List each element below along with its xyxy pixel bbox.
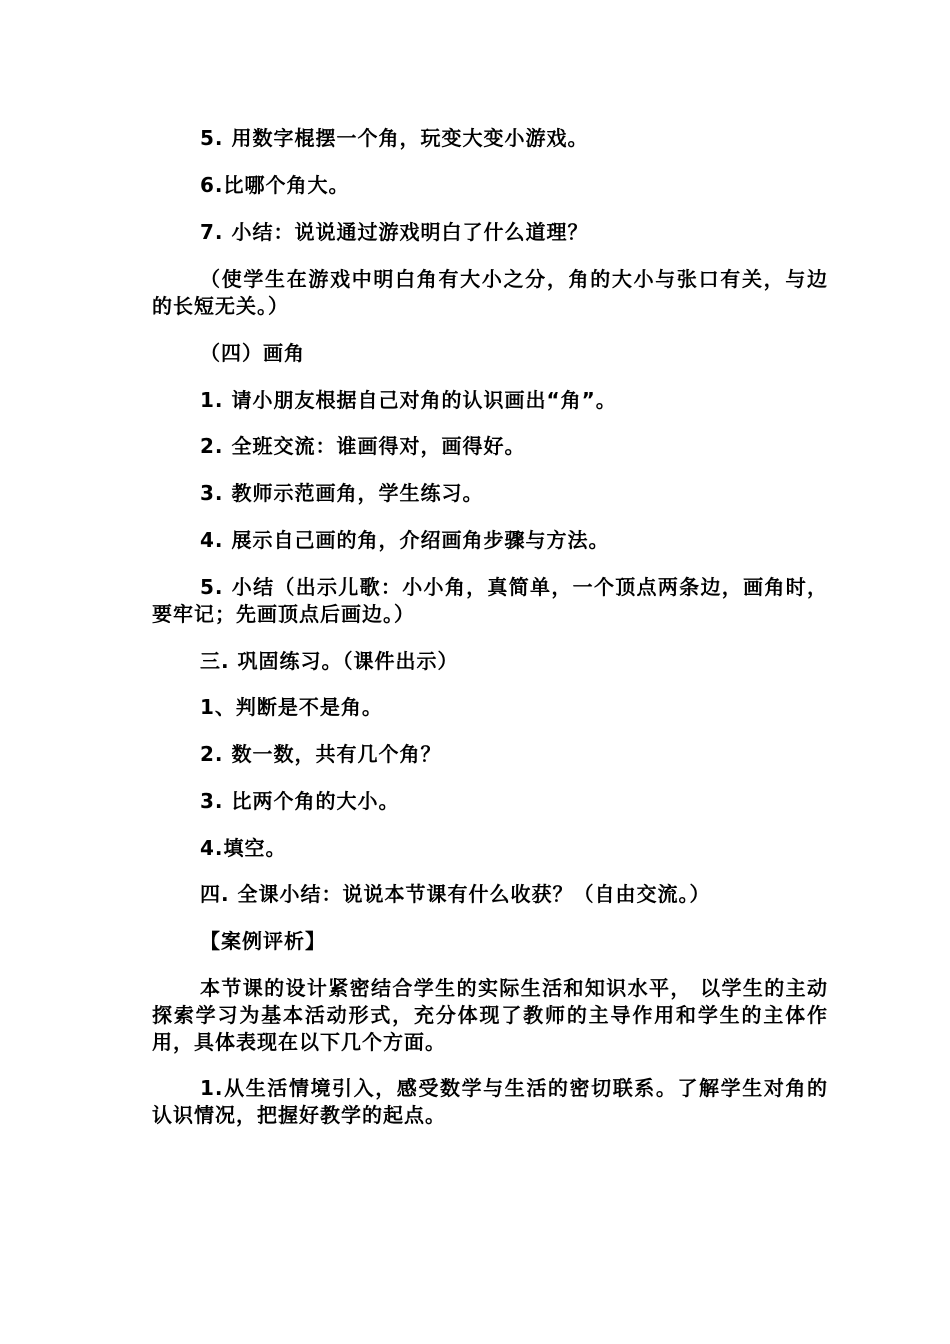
analysis-paragraph: 本节课的设计紧密结合学生的实际生活和知识水平， 以学生的主动探索学习为基本活动形式，充分体现了教师的主导作用和学生的主体作用，具体表现在以下几个方面。 xyxy=(152,976,828,1054)
part-4-title: 四. 全课小结：说说本节课有什么收获？（自由交流。） xyxy=(200,882,711,906)
item-6: 6.比哪个角大。 xyxy=(200,173,350,197)
section-4-item-2: 2. 全班交流：谁画得对，画得好。 xyxy=(200,434,526,458)
point-1-paragraph: 1.从生活情境引入，感受数学与生活的密切联系。了解学生对角的认识情况，把握好教学的起点。 xyxy=(152,1076,828,1127)
item-7: 7. 小结：说说通过游戏明白了什么道理？ xyxy=(200,220,589,244)
section-4-item-1: 1. 请小朋友根据自己对角的认识画出“角”。 xyxy=(200,388,617,412)
part-3-item-1: 1、判断是不是角。 xyxy=(200,695,383,719)
part-3-title: 三. 巩固练习。（课件出示） xyxy=(200,649,459,673)
section-4-title: （四）画角 xyxy=(200,341,305,365)
game-note-paragraph: （使学生在游戏中明白角有大小之分，角的大小与张口有关，与边的长短无关。） xyxy=(152,267,828,318)
section-4-summary: 5. 小结（出示儿歌：小小角，真简单，一个顶点两条边，画角时，要牢记；先画顶点后画边。） xyxy=(152,575,828,626)
section-4-item-4: 4. 展示自己画的角，介绍画角步骤与方法。 xyxy=(200,528,610,552)
part-3-item-2: 2. 数一数，共有几个角？ xyxy=(200,742,442,766)
item-5: 5. 用数字棍摆一个角，玩变大变小游戏。 xyxy=(200,126,589,150)
part-3-item-3: 3. 比两个角的大小。 xyxy=(200,789,400,813)
case-analysis-heading: 【案例评析】 xyxy=(200,929,326,953)
section-4-item-3: 3. 教师示范画角，学生练习。 xyxy=(200,481,484,505)
part-3-item-4: 4.填空。 xyxy=(200,836,287,860)
